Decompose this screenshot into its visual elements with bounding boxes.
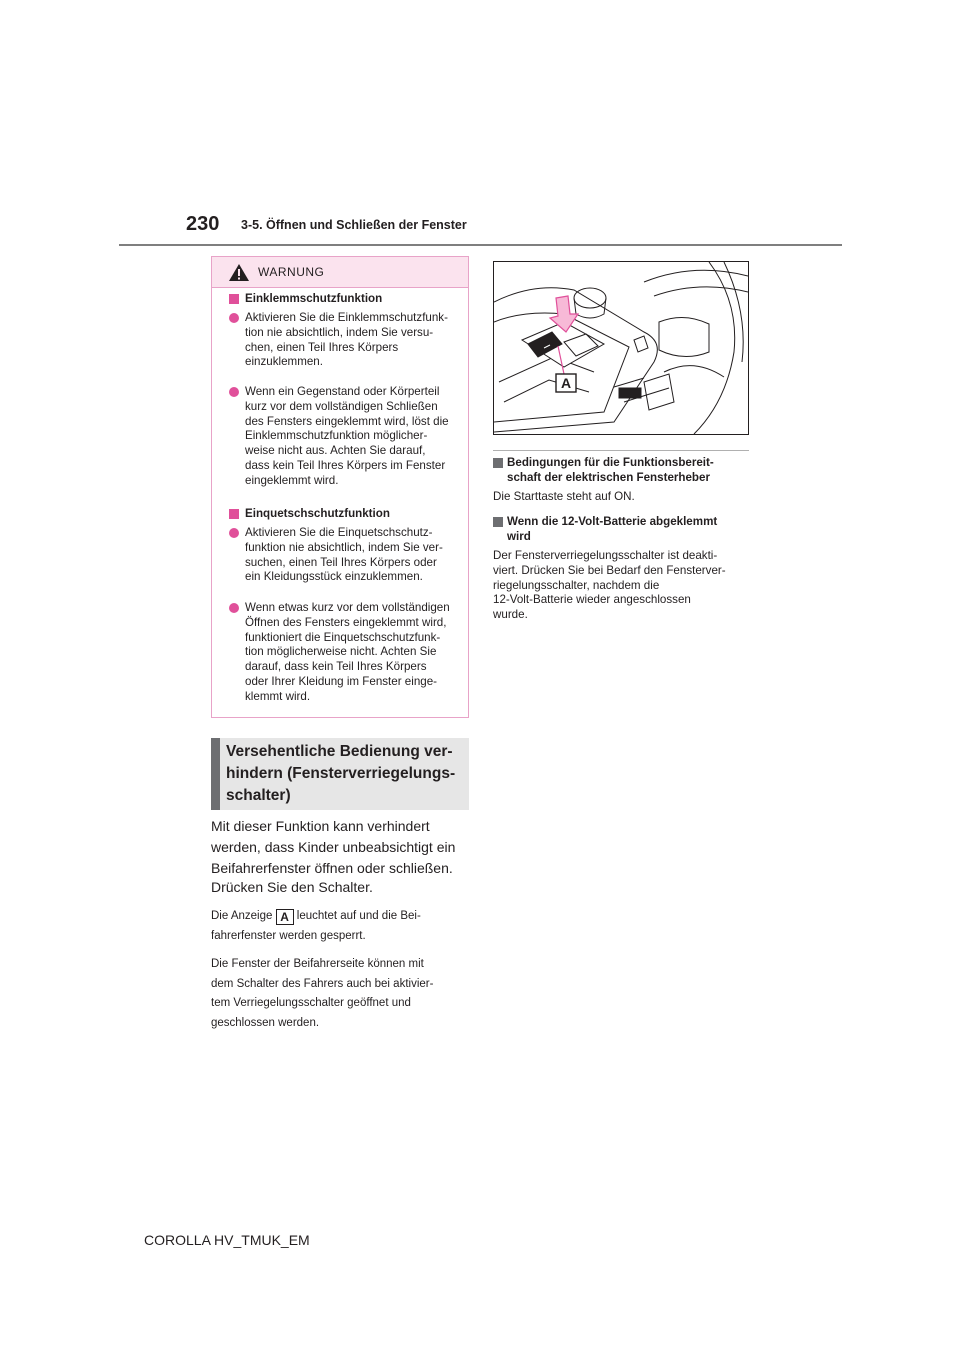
- header-divider: [119, 244, 842, 246]
- right-column-divider: [493, 450, 749, 451]
- warning-heading-pinch: Einklemmschutzfunktion: [229, 292, 465, 307]
- square-bullet-icon: [493, 458, 503, 468]
- warning-triangle-icon: [228, 263, 250, 282]
- page-number: 230: [186, 213, 220, 235]
- note-paragraph: Die Fenster der Beifahrerseite können mit dem Schalter des Fahrers auch bei aktivier- tem Verriegelungsschalter geöffnet und geschlossen werden.: [211, 958, 434, 1029]
- square-bullet-icon: [229, 509, 239, 519]
- warning-title: WARNUNG: [258, 265, 325, 279]
- section-heading-text: Versehentliche Bedienung ver- hindern (Fensterverriegelungs- schalter): [226, 743, 456, 804]
- warning-box: [211, 256, 469, 718]
- section-title: 3-5. Öffnen und Schließen der Fenster: [241, 218, 467, 232]
- warning-bullet: Aktivieren Sie die Einquetschschutz- funktion nie absichtlich, indem Sie ver- suchen, einen Teil Ihres Körpers oder ein Kleidungsstück einzuklemmen.: [229, 526, 465, 585]
- intro-paragraph: Mit dieser Funktion kann verhindert werden, dass Kinder unbeabsichtigt ein Beifahrerfenster öffnen oder schließen.: [211, 818, 456, 876]
- heading-accent-bar: [211, 738, 220, 810]
- round-bullet-icon: [229, 603, 239, 613]
- round-bullet-icon: [229, 528, 239, 538]
- window-lock-switch-illustration: [493, 261, 749, 435]
- warning-header: [212, 257, 468, 288]
- step-text: Drücken Sie den Schalter.: [211, 879, 373, 895]
- round-bullet-icon: [229, 387, 239, 397]
- square-bullet-icon: [493, 517, 503, 527]
- right-body-text: Die Starttaste steht auf ON.: [493, 490, 635, 503]
- warning-bullet: Wenn etwas kurz vor dem vollständigen Öffnen des Fensters eingeklemmt wird, funktioniert die Einquetschschutzfunk- tion möglicherweise nicht. Achten Sie darauf, dass kein Teil Ihres Körpers oder Ihrer Kleidung im Fenster einge- klemmt wird.: [229, 601, 465, 705]
- warning-bullet: Aktivieren Sie die Einklemmschutzfunk- tion nie absichtlich, indem Sie versu- chen, einen Teil Ihres Körpers einzuklemmen.: [229, 311, 465, 370]
- right-heading-battery: Wenn die 12-Volt-Batterie abgeklemmt wird: [493, 515, 755, 545]
- door-panel-drawing: [494, 262, 748, 434]
- footer-model: COROLLA HV_TMUK_EM: [144, 1232, 310, 1248]
- indicator-paragraph: Die Anzeige A leuchtet auf und die Bei- fahrerfenster werden gesperrt.: [211, 910, 421, 942]
- round-bullet-icon: [229, 313, 239, 323]
- section-heading: [211, 738, 469, 810]
- warning-heading-squeeze: Einquetschschutzfunktion: [229, 507, 465, 522]
- callout-a-label: A: [560, 375, 572, 391]
- right-heading-conditions: Bedingungen für die Funktionsbereit- schaft der elektrischen Fensterheber: [493, 456, 755, 486]
- callout-a-badge: A: [276, 909, 294, 925]
- right-body-text: Der Fensterverriegelungsschalter ist deakti- viert. Drücken Sie bei Bedarf den Fensterver- riegelungsschalter, nachdem die 12-Volt-Batterie wieder angeschlossen wurde.: [493, 549, 726, 622]
- square-bullet-icon: [229, 294, 239, 304]
- warning-bullet: Wenn ein Gegenstand oder Körperteil kurz vor dem vollständigen Schließen des Fensters eingeklemmt wird, löst die Einklemmschutzfunktion möglicher- weise nicht aus. Achten Sie darauf, dass kein Teil Ihres Körpers im Fenster eingeklemmt wird.: [229, 385, 465, 489]
